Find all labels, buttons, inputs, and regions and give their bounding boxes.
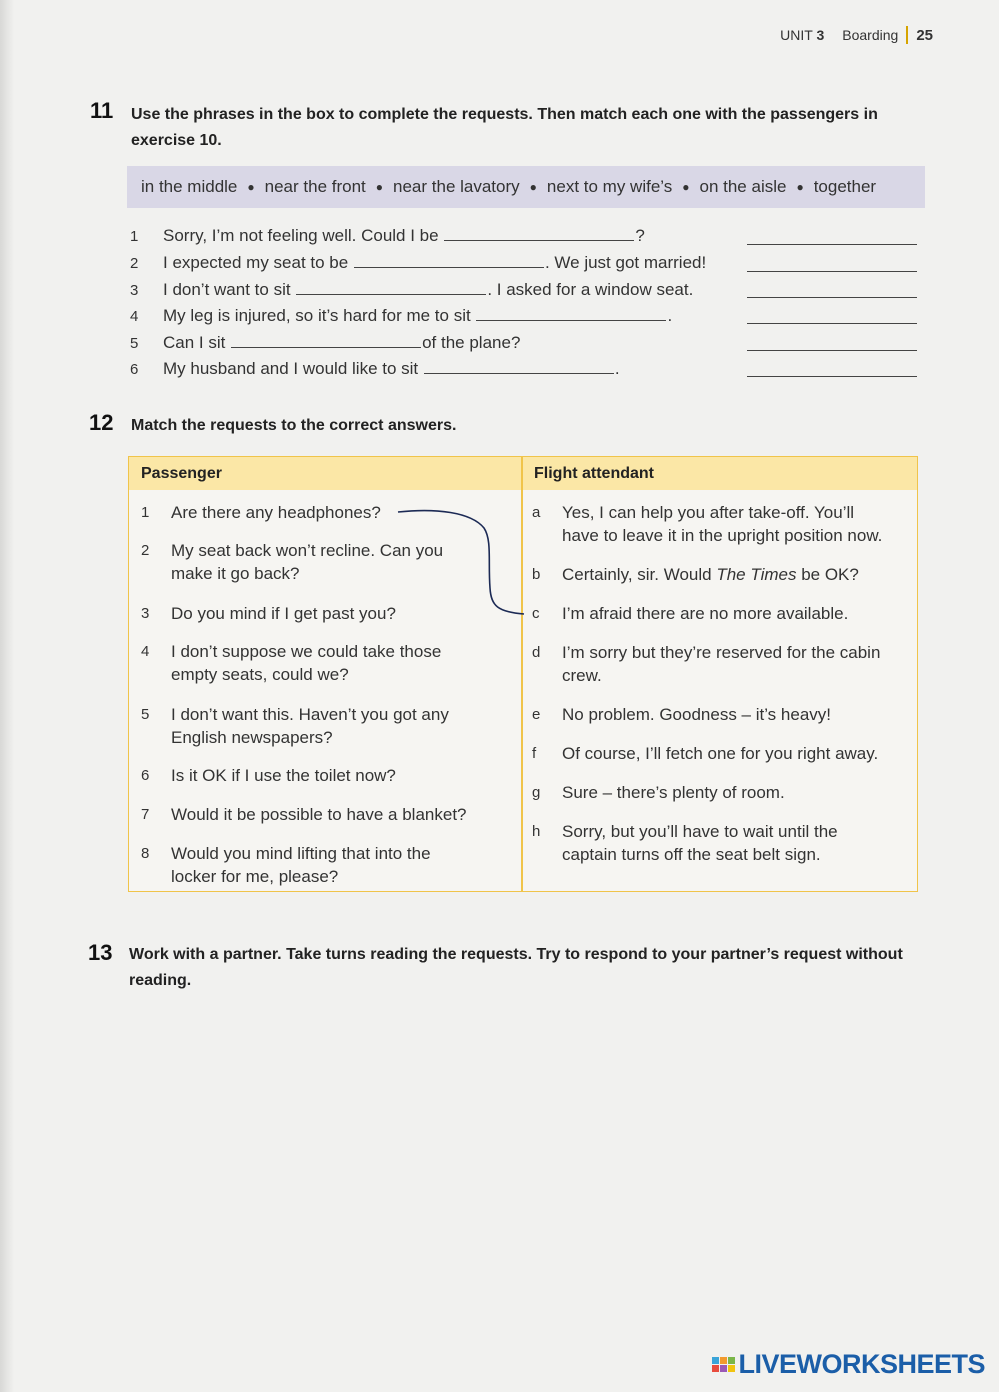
bullet-icon: ● — [375, 180, 384, 194]
request-text: My seat back won’t recline. Can you make it go back? — [171, 541, 444, 583]
answer-text: I’m sorry but they’re reserved for the cabin crew. — [562, 643, 881, 685]
answer-text-part: be OK? — [796, 565, 859, 584]
question-text-after: . — [667, 306, 673, 325]
request-text: Would you mind lifting that into the locker for me, please? — [171, 844, 431, 886]
exercise-13-number: 13 — [88, 940, 113, 965]
answer-letter: b — [532, 566, 541, 583]
answer-text-part: Certainly, sir. Would — [562, 565, 717, 584]
attendant-answer[interactable] — [532, 820, 892, 866]
question-text: I don’t want to sit — [163, 280, 291, 299]
question-number: 2 — [130, 255, 139, 272]
attendant-answer[interactable] — [532, 703, 892, 726]
attendant-column-header: Flight attendant — [522, 457, 917, 490]
passenger-request[interactable] — [141, 764, 471, 787]
answer-text: No problem. Goodness – it’s heavy! — [562, 705, 831, 724]
passenger-request[interactable] — [141, 803, 481, 826]
answer-letter: f — [532, 745, 537, 762]
question-text: My husband and I would like to sit — [163, 359, 419, 378]
request-text: Would it be possible to have a blanket? — [171, 805, 467, 824]
answer-text: Of course, I’ll fetch one for you right away. — [562, 744, 879, 763]
phrase: next to my wife’s — [546, 177, 673, 196]
question-text-after: ? — [635, 226, 645, 245]
unit-title: Boarding — [842, 27, 899, 43]
bullet-icon: ● — [796, 180, 804, 194]
request-text: Do you mind if I get past you? — [171, 604, 396, 623]
answer-letter: h — [532, 823, 541, 840]
request-number: 4 — [141, 643, 150, 660]
question-text-after: . We just got married! — [544, 253, 707, 272]
passenger-column-header: Passenger — [129, 457, 521, 490]
logo-squares-icon — [712, 1357, 735, 1372]
answer-letter: c — [532, 605, 540, 622]
attendant-answer[interactable] — [532, 742, 902, 765]
question-row — [130, 306, 672, 330]
page-header — [780, 26, 933, 44]
answer-text: I’m afraid there are no more available. — [562, 604, 849, 623]
answer-blank[interactable] — [354, 253, 544, 268]
question-row — [130, 280, 693, 304]
answer-text — [562, 563, 892, 586]
passenger-request[interactable] — [141, 842, 471, 888]
logo-text: LIVEWORKSHEETS — [738, 1349, 985, 1379]
attendant-answer[interactable] — [532, 501, 892, 547]
page-edge — [0, 0, 14, 1392]
question-number: 3 — [130, 282, 139, 299]
unit-label: UNIT 3 — [780, 27, 825, 43]
question-row — [130, 226, 645, 250]
question-text-after: . I asked for a window seat. — [487, 280, 694, 299]
answer-text: Yes, I can help you after take-off. You’ll have to leave it in the upright position now. — [562, 503, 883, 545]
question-number: 1 — [130, 228, 139, 245]
attendant-answer[interactable] — [532, 602, 892, 625]
exercise-11-number: 11 — [90, 98, 114, 123]
match-answer-line[interactable] — [747, 297, 917, 298]
exercise-12-number: 12 — [89, 410, 114, 435]
question-number: 6 — [130, 361, 139, 378]
page-number: 25 — [916, 26, 933, 44]
bullet-icon: ● — [682, 180, 690, 194]
bullet-icon: ● — [247, 180, 255, 194]
request-text: Are there any headphones? — [171, 503, 381, 522]
request-number: 2 — [141, 542, 150, 559]
answer-letter: g — [532, 784, 541, 801]
match-answer-line[interactable] — [747, 271, 917, 272]
phrase: in the middle — [141, 177, 238, 196]
passenger-request[interactable] — [141, 703, 471, 749]
answer-text: Sorry, but you’ll have to wait until the captain turns off the seat belt sign. — [562, 822, 838, 864]
question-text: Sorry, I’m not feeling well. Could I be — [163, 226, 439, 245]
phrase-box — [127, 166, 925, 208]
question-text: My leg is injured, so it’s hard for me to sit — [163, 306, 471, 325]
phrase: together — [813, 177, 877, 196]
attendant-answer[interactable] — [532, 563, 892, 586]
request-text: Is it OK if I use the toilet now? — [171, 766, 396, 785]
question-row — [130, 253, 706, 277]
request-number: 7 — [141, 806, 150, 823]
answer-blank[interactable] — [424, 359, 614, 374]
example-match-connector-line — [396, 506, 528, 618]
request-number: 5 — [141, 706, 150, 723]
question-text: I expected my seat to be — [163, 253, 349, 272]
exercise-11-instruction: Use the phrases in the box to complete the requests. Then match each one with the passengers in exercise 10. — [131, 106, 878, 149]
newspaper-title: The Times — [716, 565, 797, 584]
bullet-icon: ● — [529, 180, 537, 194]
match-answer-line[interactable] — [747, 244, 917, 245]
match-answer-line[interactable] — [747, 376, 917, 377]
answer-letter: a — [532, 504, 541, 521]
question-text: Can I sit — [163, 333, 226, 352]
attendant-answer[interactable] — [532, 781, 892, 804]
question-text-after: of the plane? — [422, 333, 521, 352]
answer-blank[interactable] — [476, 306, 666, 321]
question-number: 5 — [130, 335, 139, 352]
answer-blank[interactable] — [444, 226, 634, 241]
request-number: 8 — [141, 845, 150, 862]
request-text: I don’t suppose we could take those empty seats, could we? — [171, 642, 442, 684]
phrase: near the front — [264, 177, 366, 196]
request-text: I don’t want this. Haven’t you got any English newspapers? — [171, 705, 449, 747]
phrase: near the lavatory — [393, 177, 520, 196]
header-divider — [906, 26, 908, 44]
exercise-12-instruction: Match the requests to the correct answers. — [131, 417, 457, 434]
passenger-request[interactable] — [141, 640, 471, 686]
answer-letter: e — [532, 706, 541, 723]
answer-text: Sure – there’s plenty of room. — [562, 783, 785, 802]
question-text-after: . — [614, 359, 620, 378]
request-number: 3 — [141, 605, 150, 622]
request-number: 1 — [141, 504, 150, 521]
liveworksheets-logo — [712, 1349, 985, 1380]
request-number: 6 — [141, 767, 150, 784]
question-row — [130, 359, 620, 383]
attendant-answer[interactable] — [532, 641, 892, 687]
answer-blank[interactable] — [231, 333, 421, 348]
answer-blank[interactable] — [296, 280, 486, 295]
exercise-13-instruction: Work with a partner. Take turns reading the requests. Try to respond to your partner’s request without reading. — [129, 946, 903, 989]
question-number: 4 — [130, 308, 139, 325]
match-answer-line[interactable] — [747, 350, 917, 351]
phrase: on the aisle — [699, 177, 787, 196]
answer-letter: d — [532, 644, 541, 661]
match-answer-line[interactable] — [747, 323, 917, 324]
question-row — [130, 333, 520, 357]
